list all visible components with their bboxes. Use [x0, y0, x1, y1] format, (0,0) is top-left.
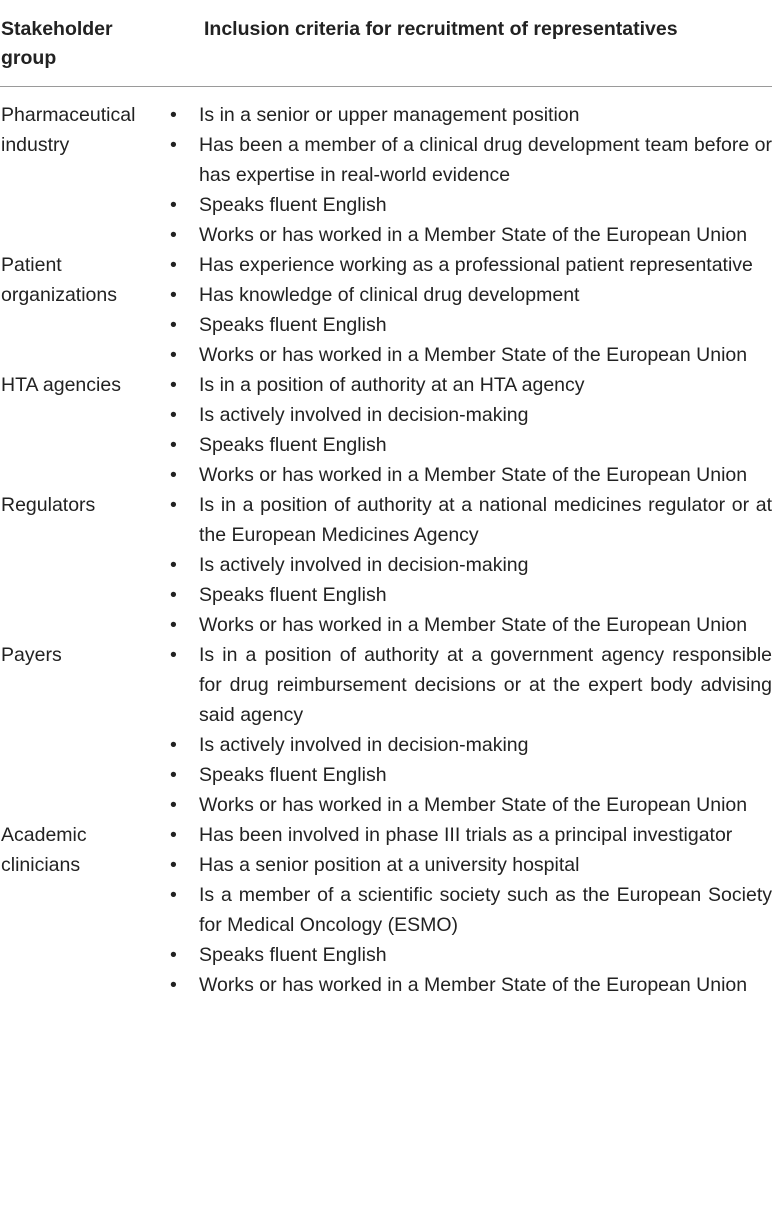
bullet-icon: •: [170, 104, 177, 126]
stakeholder-group-cell: Academic clinicians: [1, 824, 87, 876]
bullet-icon: •: [170, 794, 177, 816]
bullet-icon: •: [170, 254, 177, 276]
criteria-list-item: [165, 220, 772, 250]
criteria-text: Has experience working as a professional patient representative: [199, 254, 753, 276]
criteria-list: [165, 250, 772, 370]
criteria-text: Is in a senior or upper management position: [199, 104, 580, 126]
stakeholder-group-cell: Pharmaceutical industry: [1, 104, 136, 156]
stakeholder-group-cell: Regulators: [1, 494, 96, 516]
criteria-list-item: [165, 130, 772, 190]
criteria-list-item: [165, 970, 772, 1000]
criteria-text: Works or has worked in a Member State of the European Union: [199, 224, 748, 246]
criteria-cell: [165, 87, 772, 251]
bullet-icon: •: [170, 194, 177, 216]
criteria-text: Is a member of a scientific society such as the European Society for Medical Oncology (ESMO): [199, 884, 772, 936]
table-row: [0, 640, 772, 820]
criteria-list-item: [165, 280, 772, 310]
criteria-text: Is actively involved in decision-making: [199, 734, 529, 756]
criteria-list: [165, 490, 772, 640]
criteria-list-item: [165, 850, 772, 880]
criteria-text: Has been involved in phase III trials as a principal investigator: [199, 824, 733, 846]
bullet-icon: •: [170, 314, 177, 336]
criteria-text: Speaks fluent English: [199, 194, 387, 216]
criteria-cell: [165, 640, 772, 820]
bullet-icon: •: [170, 464, 177, 486]
criteria-list: [165, 100, 772, 250]
bullet-icon: •: [170, 404, 177, 426]
criteria-list-item: [165, 100, 772, 130]
criteria-list-item: [165, 490, 772, 550]
criteria-text: Works or has worked in a Member State of the European Union: [199, 794, 748, 816]
bullet-icon: •: [170, 884, 177, 906]
bullet-icon: •: [170, 824, 177, 846]
criteria-list-item: [165, 460, 772, 490]
criteria-text: Is in a position of authority at a government agency responsible for drug reimbursement decisions or at the expert body advising said agency: [199, 644, 772, 726]
bullet-icon: •: [170, 494, 177, 516]
criteria-list-item: [165, 580, 772, 610]
criteria-text: Works or has worked in a Member State of the European Union: [199, 974, 748, 996]
bullet-icon: •: [170, 224, 177, 246]
criteria-text: Speaks fluent English: [199, 764, 387, 786]
bullet-icon: •: [170, 584, 177, 606]
criteria-text: Works or has worked in a Member State of the European Union: [199, 344, 748, 366]
criteria-list-item: [165, 820, 772, 850]
criteria-cell: [165, 370, 772, 490]
criteria-list-item: [165, 430, 772, 460]
table-row: [0, 490, 772, 640]
criteria-list-item: [165, 400, 772, 430]
criteria-list: [165, 640, 772, 820]
bullet-icon: •: [170, 554, 177, 576]
bullet-icon: •: [170, 134, 177, 156]
header-row: [0, 0, 772, 87]
criteria-list-item: [165, 610, 772, 640]
criteria-text: Is in a position of authority at an HTA agency: [199, 374, 585, 396]
bullet-icon: •: [170, 854, 177, 876]
criteria-list-item: [165, 340, 772, 370]
criteria-list-item: [165, 640, 772, 730]
table-body: [0, 87, 772, 1001]
criteria-text: Works or has worked in a Member State of the European Union: [199, 464, 748, 486]
bullet-icon: •: [170, 734, 177, 756]
criteria-list-item: [165, 250, 772, 280]
criteria-text: Speaks fluent English: [199, 314, 387, 336]
bullet-icon: •: [170, 284, 177, 306]
criteria-text: Speaks fluent English: [199, 944, 387, 966]
criteria-text: Works or has worked in a Member State of the European Union: [199, 614, 748, 636]
stakeholder-group-cell: Payers: [1, 644, 62, 666]
stakeholder-group-cell: Patient organizations: [1, 254, 117, 306]
criteria-text: Is actively involved in decision-making: [199, 554, 529, 576]
table-row: [0, 370, 772, 490]
criteria-list-item: [165, 370, 772, 400]
stakeholder-group-cell: HTA agencies: [1, 374, 121, 396]
criteria-text: Has a senior position at a university hospital: [199, 854, 580, 876]
criteria-text: Speaks fluent English: [199, 584, 387, 606]
table-row: [0, 250, 772, 370]
criteria-list-item: [165, 310, 772, 340]
criteria-text: Is actively involved in decision-making: [199, 404, 529, 426]
table-row: [0, 87, 772, 251]
bullet-icon: •: [170, 644, 177, 666]
criteria-list-item: [165, 880, 772, 940]
criteria-cell: [165, 490, 772, 640]
criteria-list: [165, 820, 772, 1000]
bullet-icon: •: [170, 944, 177, 966]
criteria-text: Has knowledge of clinical drug development: [199, 284, 580, 306]
criteria-list-item: [165, 550, 772, 580]
criteria-text: Speaks fluent English: [199, 434, 387, 456]
criteria-cell: [165, 250, 772, 370]
bullet-icon: •: [170, 614, 177, 636]
bullet-icon: •: [170, 344, 177, 366]
criteria-list-item: [165, 790, 772, 820]
header-inclusion-criteria: Inclusion criteria for recruitment of representatives: [165, 0, 772, 87]
bullet-icon: •: [170, 434, 177, 456]
table-row: [0, 820, 772, 1000]
bullet-icon: •: [170, 764, 177, 786]
criteria-list-item: [165, 940, 772, 970]
bullet-icon: •: [170, 974, 177, 996]
criteria-list-item: [165, 730, 772, 760]
criteria-list: [165, 370, 772, 490]
criteria-list-item: [165, 190, 772, 220]
criteria-text: Has been a member of a clinical drug development team before or has expertise in real-world evidence: [199, 134, 772, 186]
criteria-list-item: [165, 760, 772, 790]
criteria-text: Is in a position of authority at a national medicines regulator or at the European Medicines Agency: [199, 494, 772, 546]
criteria-cell: [165, 820, 772, 1000]
bullet-icon: •: [170, 374, 177, 396]
header-stakeholder-group: Stakeholder group: [0, 0, 165, 87]
